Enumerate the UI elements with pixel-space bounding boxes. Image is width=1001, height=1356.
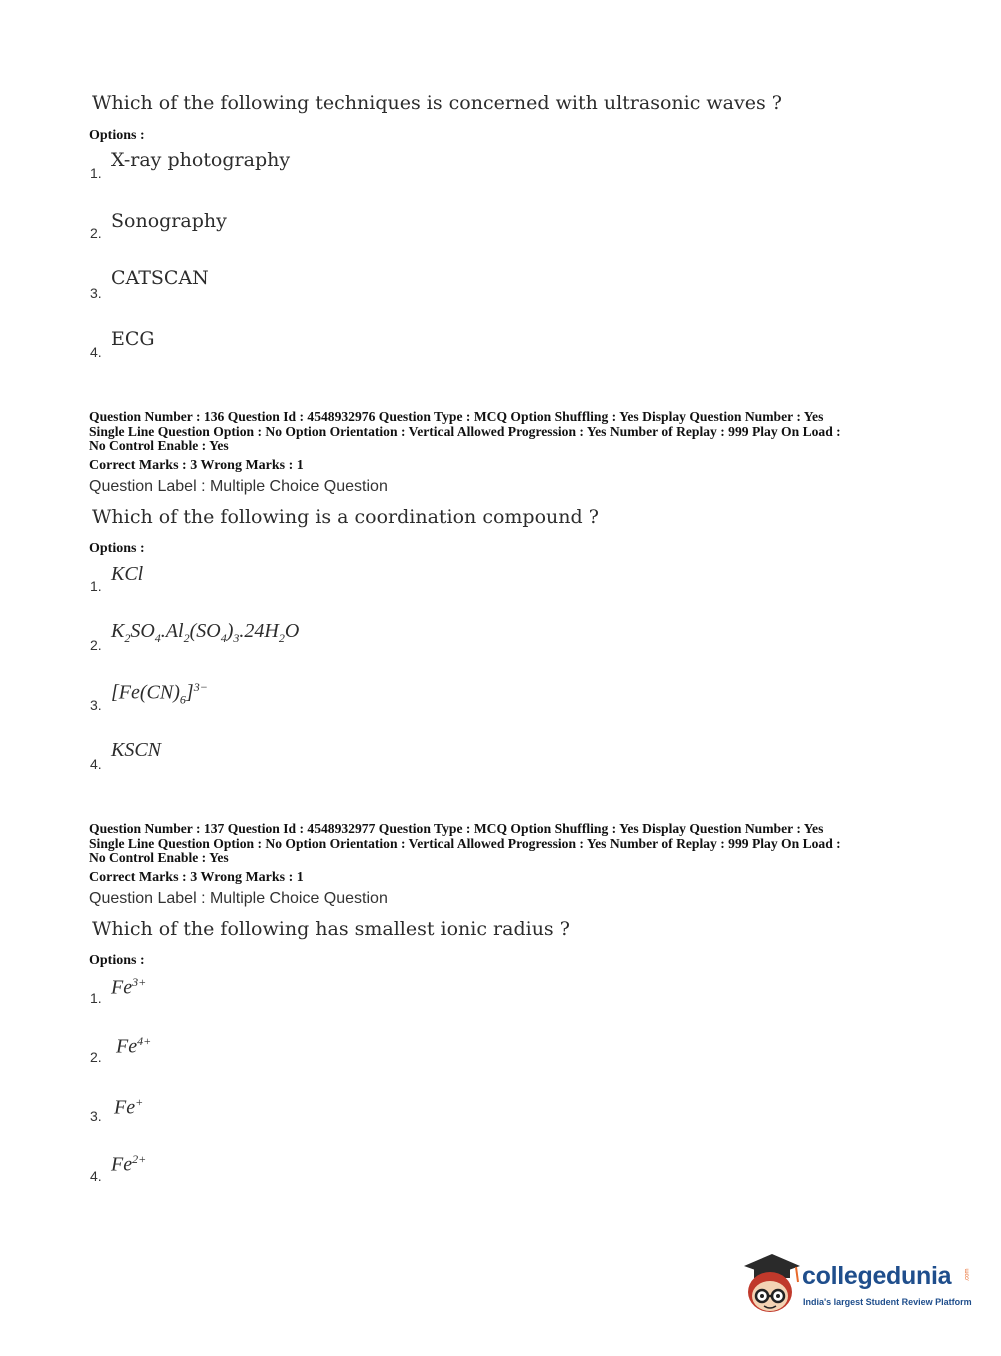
question-metadata	[89, 822, 919, 866]
option-number: 3.	[90, 1108, 102, 1124]
option-formula: $Fe^{3+}$	[111, 975, 147, 999]
question-label: Question Label : Multiple Choice Question	[89, 478, 388, 495]
option-number: 2.	[90, 225, 102, 241]
marks-info: Correct Marks : 3 Wrong Marks : 1	[89, 458, 304, 473]
option-number: 1.	[90, 578, 102, 594]
option-formula: KCl	[111, 563, 144, 585]
option-number: 3.	[90, 697, 102, 713]
question-label: Question Label : Multiple Choice Question	[89, 890, 388, 907]
option-number: 2.	[90, 1049, 102, 1065]
metadata-line: Single Line Question Option : No Option Orientation : Vertical Allowed Progression : Yes Number of Replay : 999 Play On Load :	[89, 835, 841, 851]
option-number: 4.	[90, 1168, 102, 1184]
option-formula: Fe+	[114, 1095, 144, 1119]
question-metadata	[89, 410, 919, 454]
option-number: 1.	[90, 165, 102, 181]
question-text: Which of the following techniques is concerned with ultrasonic waves ?	[92, 92, 782, 114]
option-formula: $Fe^{2+}$	[111, 1152, 147, 1176]
option-formula: $[Fe(CN)_6]^{3-}$	[111, 680, 208, 707]
marks-info: Correct Marks : 3 Wrong Marks : 1	[89, 870, 304, 885]
options-heading: Options :	[89, 953, 145, 968]
option-formula: $K_2SO_4.Al_2(SO_4)_3.24H_2O$	[111, 620, 300, 645]
question-text: Which of the following is a coordination compound ?	[92, 506, 599, 528]
option-number: 2.	[90, 637, 102, 653]
option-number: 4.	[90, 344, 102, 360]
metadata-line: No Control Enable : Yes	[89, 850, 229, 865]
collegedunia-logo	[740, 1250, 970, 1320]
metadata-line: Single Line Question Option : No Option Orientation : Vertical Allowed Progression : Yes Number of Replay : 999 Play On Load :	[89, 423, 841, 439]
mascot-icon	[740, 1250, 802, 1320]
metadata-line: Question Number : 137 Question Id : 4548932977 Question Type : MCQ Option Shuffling : Yes Display Question Number : Yes	[89, 821, 824, 836]
option-text: ECG	[111, 328, 155, 350]
option-text: X-ray photography	[111, 149, 291, 171]
option-formula: KSCN	[111, 739, 162, 761]
options-heading: Options :	[89, 128, 145, 143]
option-text: Sonography	[111, 210, 227, 232]
option-text: CATSCAN	[111, 267, 209, 289]
logo-domain: .com	[964, 1268, 971, 1282]
metadata-line: No Control Enable : Yes	[89, 438, 229, 453]
options-heading: Options :	[89, 541, 145, 556]
option-number: 4.	[90, 756, 102, 772]
question-text: Which of the following has smallest ionic radius ?	[92, 918, 570, 940]
logo-tagline: India's largest Student Review Platform	[803, 1297, 972, 1307]
metadata-line: Question Number : 136 Question Id : 4548932976 Question Type : MCQ Option Shuffling : Yes Display Question Number : Yes	[89, 409, 824, 424]
option-number: 1.	[90, 990, 102, 1006]
option-number: 3.	[90, 285, 102, 301]
logo-wordmark: collegedunia	[802, 1262, 952, 1290]
option-formula: $Fe^{4+}$	[116, 1034, 152, 1058]
